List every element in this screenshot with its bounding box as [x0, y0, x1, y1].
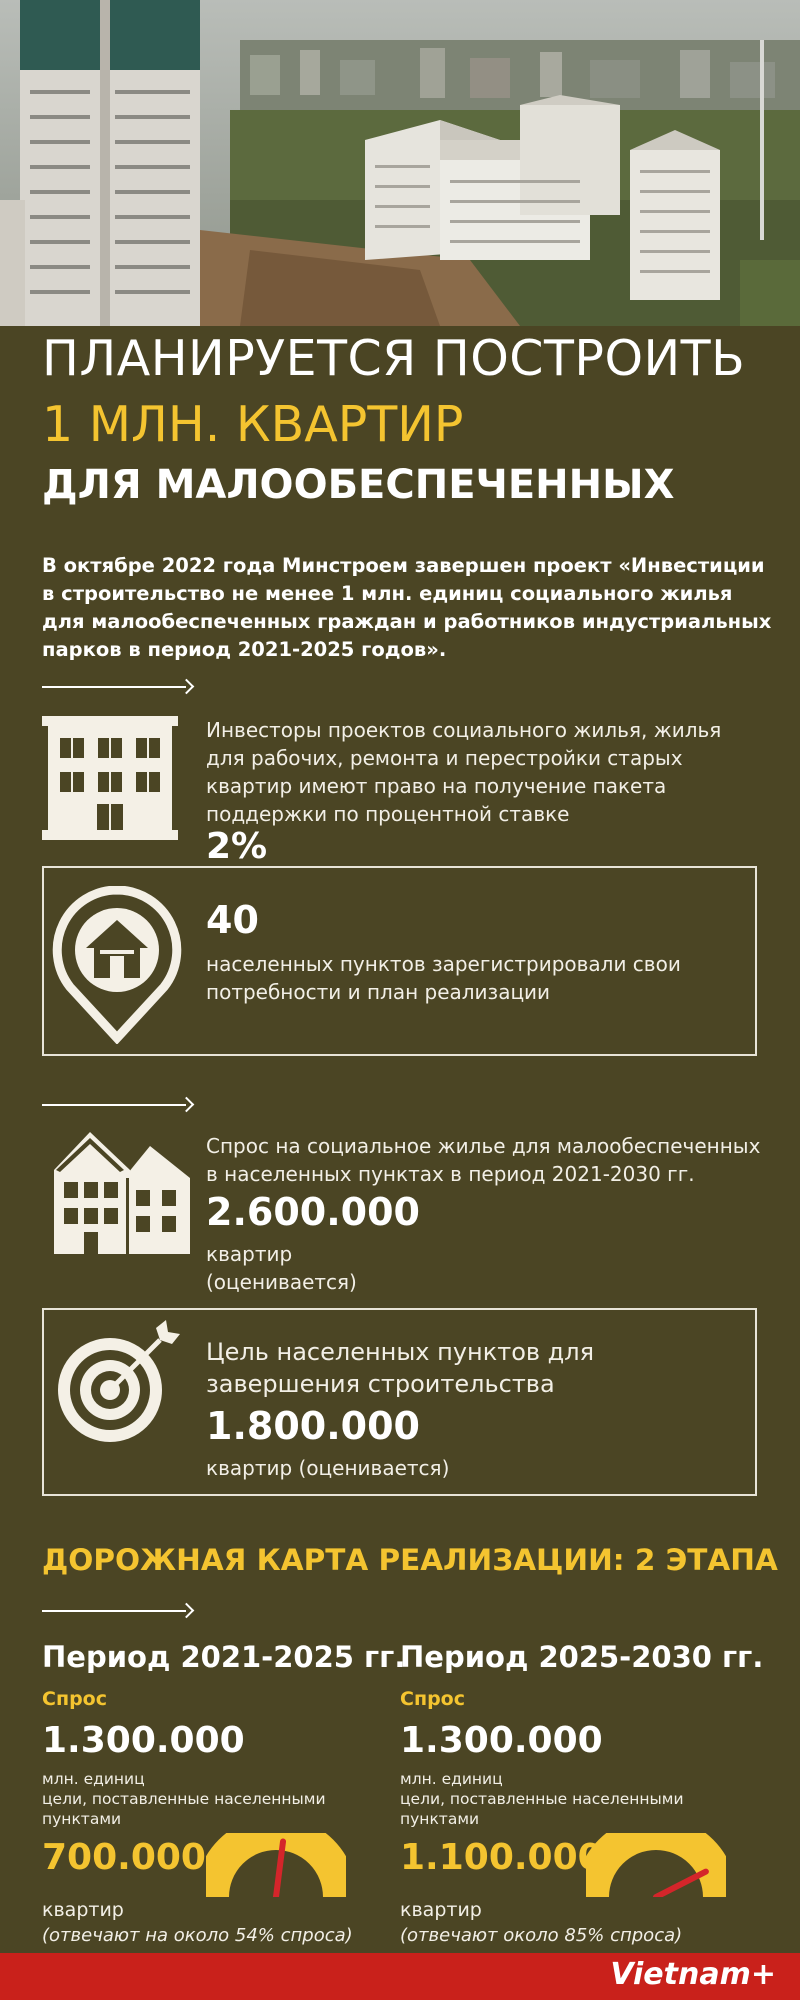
target-arrow-icon: [52, 1318, 182, 1448]
vietnamplus-logo: Vietnam+: [610, 1957, 776, 1992]
gauge-icon: [586, 1833, 726, 1897]
gauge-icon: [206, 1833, 346, 1897]
headline-line-1: ПЛАНИРУЕТСЯ ПОСТРОИТЬ: [42, 330, 746, 387]
period-label: Период 2025-2030 гг.: [400, 1640, 764, 1674]
period-column-1: [42, 1640, 406, 1946]
block1-text: Инвесторы проектов социального жилья, жилья для рабочих, ремонта и перестройки старых квартир имеют право на получение пакета поддержки по процентной ставке: [206, 718, 722, 826]
block3-unit: квартир: [206, 1242, 293, 1266]
block4-value: 1.800.000: [206, 1404, 420, 1448]
map-pin-house-icon: [52, 886, 182, 1044]
arrow-right-icon: [42, 1604, 192, 1618]
arrow-right-icon: [42, 680, 192, 694]
target-value: 700.000: [42, 1837, 206, 1878]
target-unit: квартир: [42, 1899, 124, 1921]
block3-text: Спрос на социальное жилье для малообеспеченных в населенных пунктах в период 2021-2030 гг.: [206, 1134, 761, 1186]
footer-bar: [0, 1953, 800, 2000]
target-unit: квартир: [400, 1899, 482, 1921]
demand-unit-note: цели, поставленные населенными пунктами: [42, 1790, 326, 1828]
arrow-right-icon: [42, 1098, 192, 1112]
intro-paragraph: В октябре 2022 года Минстроем завершен проект «Инвестиции в строительство не менее 1 млн. единиц социального жилья для малообеспеченных граждан и работников индустриальных парков в период 2021-2025 годов».: [42, 554, 772, 661]
period-column-2: [400, 1640, 764, 1946]
block2-value: 40: [206, 898, 259, 942]
headline-line-2: 1 МЛН. КВАРТИР: [42, 396, 464, 453]
block4-unit: квартир (оценивается): [206, 1456, 450, 1480]
block2-text: населенных пунктов зарегистрировали свои потребности и план реализации: [206, 952, 681, 1004]
block1-value: 2%: [206, 826, 268, 867]
demand-label: Спрос: [400, 1688, 465, 1710]
demand-label: Спрос: [42, 1688, 107, 1710]
period-label: Период 2021-2025 гг.: [42, 1640, 406, 1674]
block4-text: Цель населенных пунктов для завершения строительства: [206, 1338, 595, 1398]
demand-unit: млн. единиц: [42, 1770, 145, 1788]
target-note: (отвечают около 85% спроса): [400, 1925, 683, 1946]
headline-line-3: ДЛЯ МАЛООБЕСПЕЧЕННЫХ: [42, 462, 675, 508]
demand-unit-note: цели, поставленные населенными пунктами: [400, 1790, 684, 1828]
houses-icon: [50, 1132, 192, 1254]
demand-value: 1.300.000: [400, 1720, 603, 1761]
apartment-building-icon: [42, 716, 178, 842]
target-note: (отвечают на около 54% спроса): [42, 1925, 353, 1946]
roadmap-title: ДОРОЖНАЯ КАРТА РЕАЛИЗАЦИИ: 2 ЭТАПА: [42, 1543, 778, 1577]
demand-unit: млн. единиц: [400, 1770, 503, 1788]
demand-value: 1.300.000: [42, 1720, 245, 1761]
hero-photo: [0, 0, 800, 326]
target-value: 1.100.000: [400, 1837, 603, 1878]
block3-value: 2.600.000: [206, 1190, 420, 1234]
block3-unit-note: (оценивается): [206, 1270, 357, 1294]
